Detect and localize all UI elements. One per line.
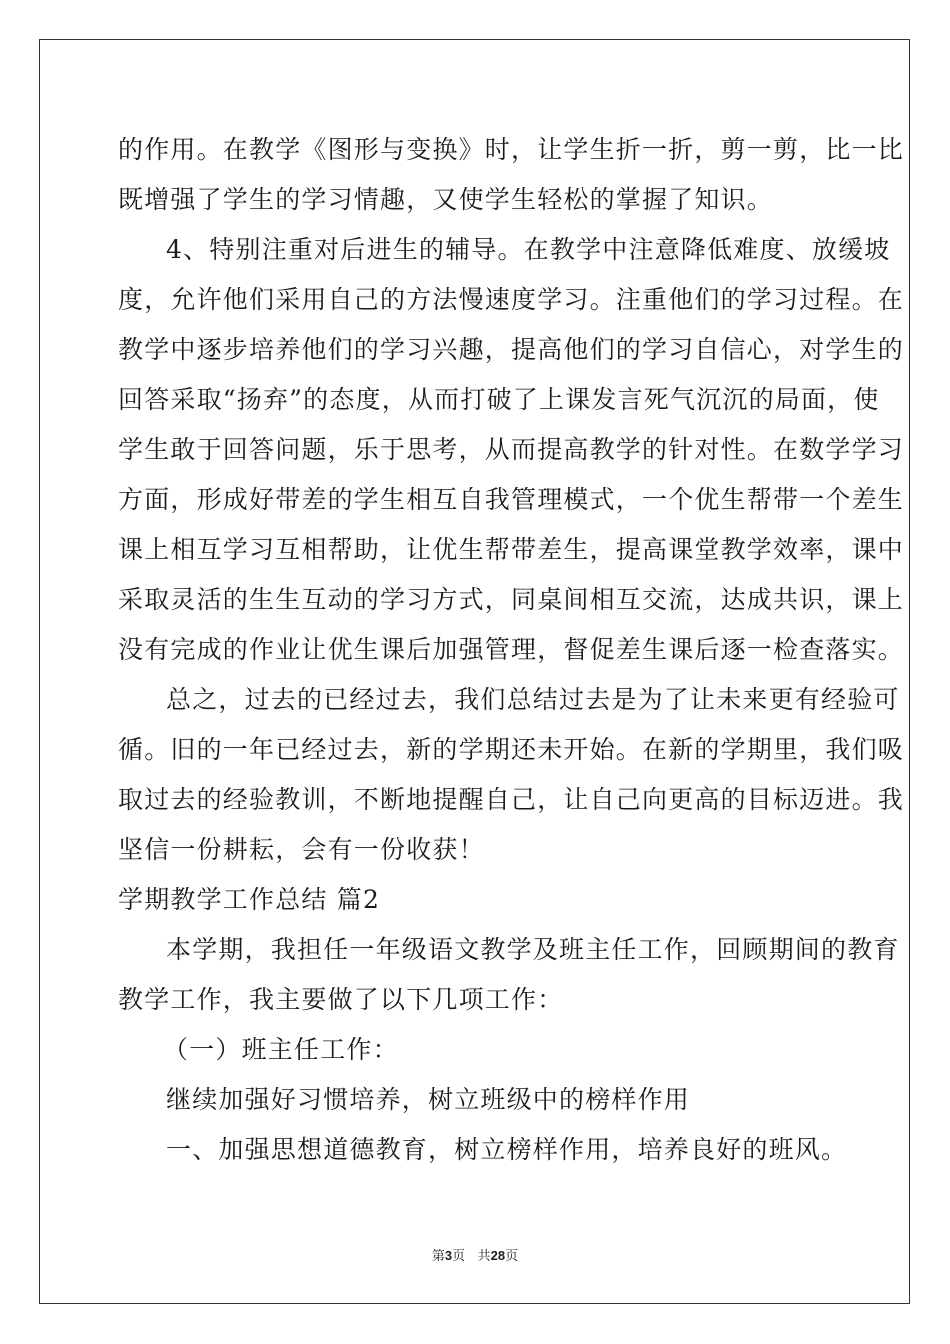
body-line-7: 学生敢于回答问题，乐于思考，从而提高教学的针对性。在数学学习	[118, 435, 905, 464]
page-footer	[0, 1245, 950, 1264]
body-line-4: 度，允许他们采用自己的方法慢速度学习。注重他们的学习过程。在	[118, 285, 905, 314]
body-line-9: 课上相互学习互相帮助，让优生帮带差生，提高课堂教学效率，课中	[118, 535, 905, 564]
body-line-17: 本学期，我担任一年级语文教学及班主任工作，回顾期间的教育	[166, 935, 900, 964]
body-line-6: 回答采取“扬弃”的态度，从而打破了上课发言死气沉沉的局面，使	[118, 385, 880, 414]
body-line-20: 继续加强好习惯培养，树立班级中的榜样作用	[166, 1085, 691, 1114]
footer-page-prefix: 第	[431, 1249, 445, 1264]
footer-total-pages: 28	[490, 1248, 506, 1263]
body-line-15: 坚信一份耕耘，会有一份收获！	[118, 835, 485, 864]
body-line-3: 4、特别注重对后进生的辅导。在教学中注意降低难度、放缓坡	[166, 235, 891, 264]
footer-total-prefix: 共	[477, 1249, 491, 1264]
body-line-14: 取过去的经验教训，不断地提醒自己，让自己向更高的目标迈进。我	[118, 785, 905, 814]
body-line-11: 没有完成的作业让优生课后加强管理，督促差生课后逐一检查落实。	[118, 635, 905, 664]
body-line-5: 教学中逐步培养他们的学习兴趣，提高他们的学习自信心，对学生的	[118, 335, 905, 364]
section-heading: 学期教学工作总结 篇2	[118, 885, 381, 914]
subsection-heading: （一）班主任工作：	[163, 1035, 399, 1064]
footer-page-number: 3	[444, 1248, 453, 1263]
body-line-1: 的作用。在教学《图形与变换》时，让学生折一折，剪一剪，比一比	[118, 135, 905, 164]
footer-total-suffix: 页	[505, 1249, 519, 1264]
body-line-21: 一、加强思想道德教育，树立榜样作用，培养良好的班风。	[166, 1135, 848, 1164]
body-line-18: 教学工作，我主要做了以下几项工作：	[118, 985, 564, 1014]
body-line-10: 采取灵活的生生互动的学习方式，同桌间相互交流，达成共识，课上	[118, 585, 905, 614]
body-line-12: 总之，过去的已经过去，我们总结过去是为了让未来更有经验可	[166, 685, 900, 714]
footer-page-suffix: 页	[452, 1249, 466, 1264]
body-line-2: 既增强了学生的学习情趣，又使学生轻松的掌握了知识。	[118, 185, 774, 214]
body-line-13: 循。旧的一年已经过去，新的学期还未开始。在新的学期里，我们吸	[118, 735, 905, 764]
body-line-8: 方面，形成好带差的学生相互自我管理模式，一个优生帮带一个差生	[118, 485, 905, 514]
